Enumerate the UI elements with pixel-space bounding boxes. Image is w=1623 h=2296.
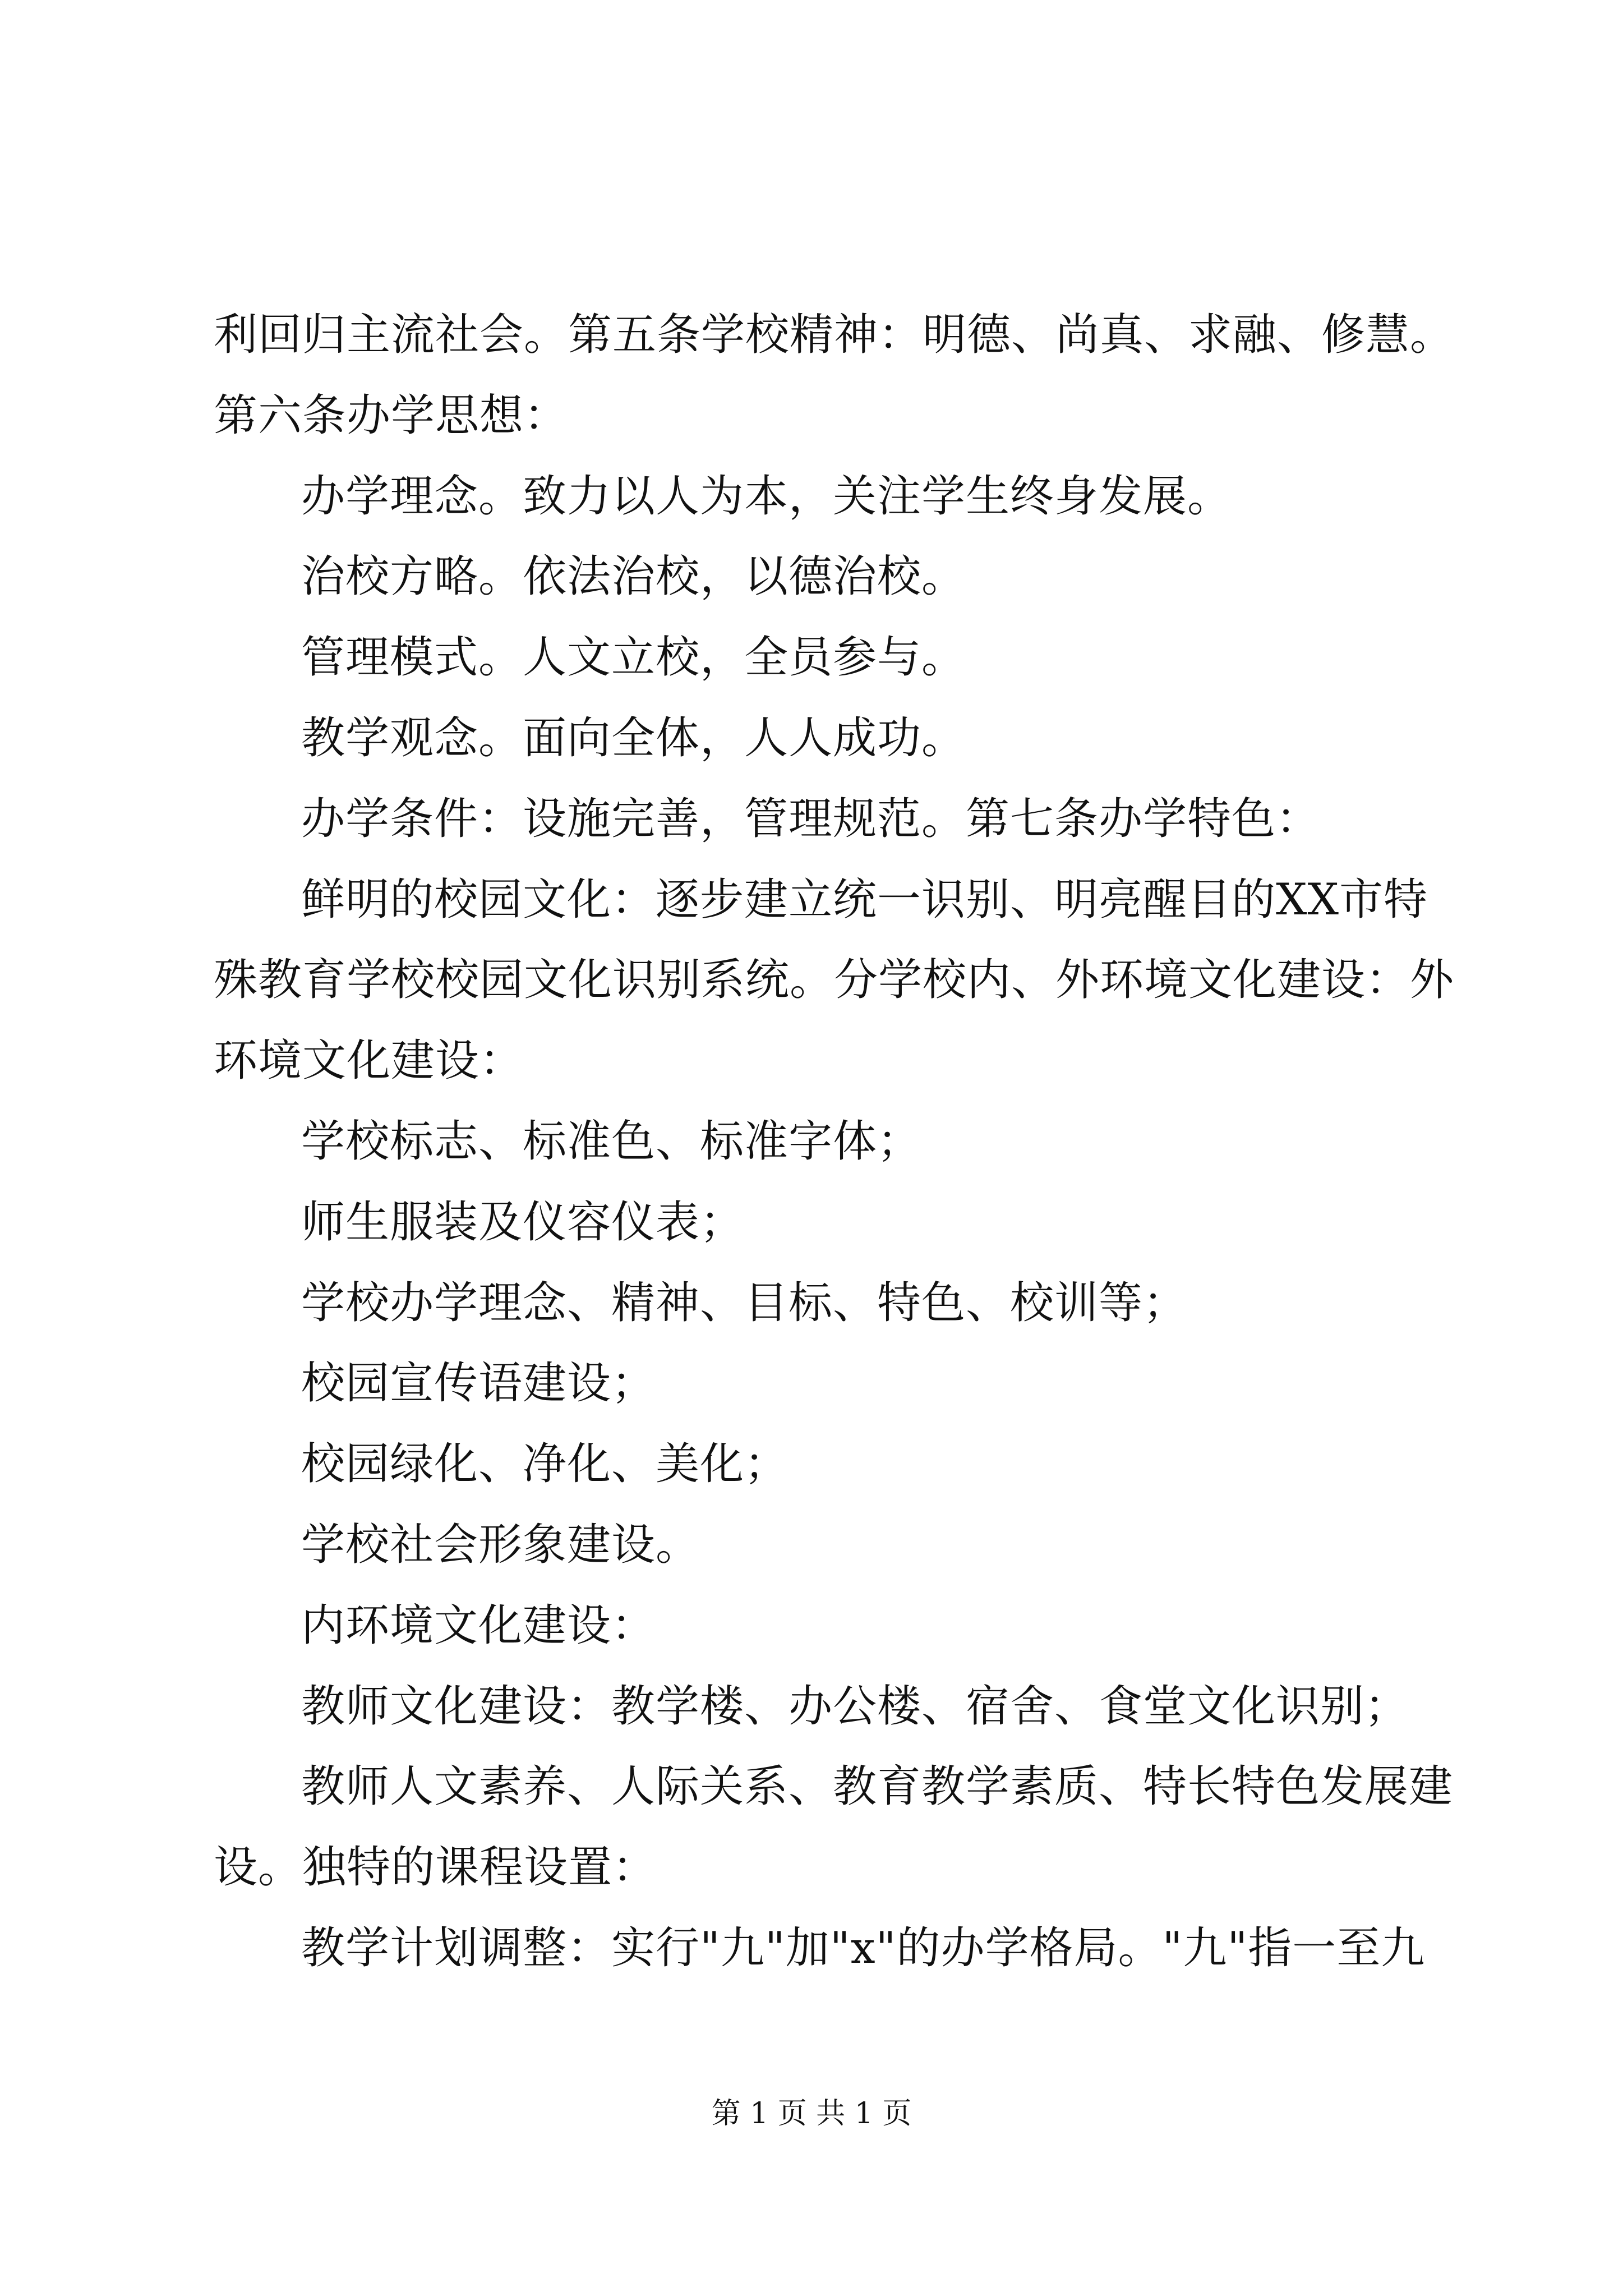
- text-line: 学校标志、标准色、标准字体；: [301, 1116, 922, 1167]
- text-line: 师生服装及仪容仪表；: [301, 1197, 745, 1248]
- text-line: 环境文化建设：: [214, 1036, 524, 1087]
- text-line: 学校社会形象建设。: [301, 1519, 700, 1570]
- text-line: 校园绿化、净化、美化；: [301, 1439, 789, 1490]
- text-line: 教师文化建设：教学楼、办公楼、宿舍、食堂文化识别；: [301, 1681, 1409, 1732]
- text-line: 殊教育学校校园文化识别系统。分学校内、外环境文化建设：外: [214, 955, 1455, 1006]
- text-line: 管理模式。人文立校，全员参与。: [301, 632, 966, 683]
- text-line: 设。独特的课程设置：: [214, 1842, 657, 1893]
- text-line: 教学计划调整：实行"九"加"x"的办学格局。"九"指一至九: [301, 1922, 1426, 1973]
- text-line: 校园宣传语建设；: [301, 1358, 656, 1409]
- text-line: 利回归主流社会。第五条学校精神：明德、尚真、求融、修慧。: [214, 310, 1455, 360]
- text-line: 学校办学理念、精神、目标、特色、校训等；: [301, 1277, 1188, 1328]
- text-line: 教师人文素养、人际关系、教育教学素质、特长特色发展建: [301, 1761, 1454, 1812]
- text-line: 办学理念。致力以人为本，关注学生终身发展。: [301, 471, 1232, 522]
- text-line: 办学条件：设施完善，管理规范。第七条办学特色：: [301, 793, 1321, 844]
- page-footer: 第 1 页 共 1 页: [711, 2097, 912, 2131]
- text-line: 第六条办学思想：: [214, 390, 569, 441]
- text-line: 鲜明的校园文化：逐步建立统一识别、明亮醒目的XX市特: [301, 874, 1428, 925]
- text-line: 治校方略。依法治校，以德治校。: [301, 551, 966, 602]
- document-body: [214, 295, 1464, 1989]
- text-line: 教学观念。面向全体，人人成功。: [301, 712, 966, 763]
- text-line: 内环境文化建设：: [301, 1600, 656, 1651]
